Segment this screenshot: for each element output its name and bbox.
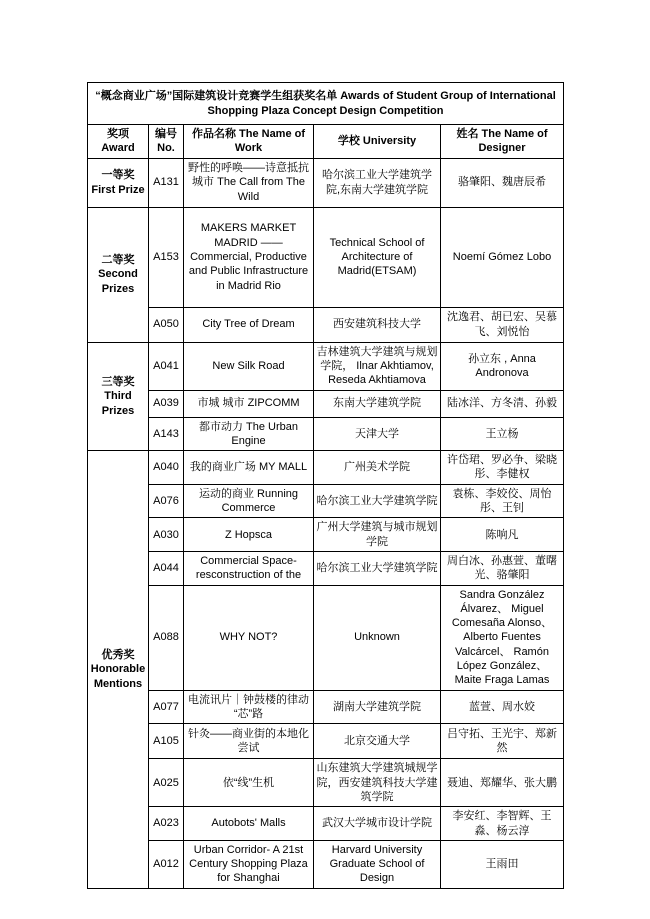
entry-no-cell: A030 — [149, 518, 184, 552]
university-cell: 北京交通大学 — [314, 724, 441, 759]
work-name-cell: 都市动力 The Urban Engine — [184, 417, 314, 451]
work-name-cell: 针灸——商业街的本地化尝试 — [184, 724, 314, 759]
work-name-cell: 运动的商业 Running Commerce — [184, 484, 314, 518]
university-cell: 山东建筑大学建筑城规学院，西安建筑科技大学建筑学院 — [314, 759, 441, 807]
table-row — [88, 390, 564, 417]
university-cell: 广州大学建筑与城市规划学院 — [314, 518, 441, 552]
designer-names-cell: 吕守拓、王光宇、郑新然 — [441, 724, 564, 759]
designer-names-cell: 蓝萱、周水姣 — [441, 690, 564, 724]
document-title: “概念商业广场”国际建筑设计竞赛学生组获奖名单 Awards of Student Group of International Shopping Plaza Concept Design Competition — [88, 83, 564, 125]
column-header: 编号 No. — [149, 125, 184, 159]
work-name-cell: 依“线”生机 — [184, 759, 314, 807]
column-header: 学校 University — [314, 125, 441, 159]
table-row — [88, 451, 564, 485]
table-row — [88, 342, 564, 390]
designer-names-cell: 王雨田 — [441, 840, 564, 888]
designer-names-cell: Noemí Gómez Lobo — [441, 207, 564, 307]
award-group-cell: 一等奖 First Prize — [88, 158, 149, 207]
award-group-cell: 优秀奖 Honorable Mentions — [88, 451, 149, 889]
university-cell: Unknown — [314, 585, 441, 690]
work-name-cell: WHY NOT? — [184, 585, 314, 690]
entry-no-cell: A025 — [149, 759, 184, 807]
entry-no-cell: A131 — [149, 158, 184, 207]
university-cell: 武汉大学城市设计学院 — [314, 807, 441, 841]
entry-no-cell: A044 — [149, 551, 184, 585]
entry-no-cell: A023 — [149, 807, 184, 841]
table-row — [88, 840, 564, 888]
entry-no-cell: A039 — [149, 390, 184, 417]
university-cell: 哈尔滨工业大学建筑学院 — [314, 484, 441, 518]
designer-names-cell: 陈响凡 — [441, 518, 564, 552]
work-name-cell: New Silk Road — [184, 342, 314, 390]
entry-no-cell: A012 — [149, 840, 184, 888]
designer-names-cell: Sandra González Álvarez、 Miguel Comesaña Alonso、 Alberto Fuentes Valcárcel、 Ramón López González、 Maite Fraga Lamas — [441, 585, 564, 690]
entry-no-cell: A143 — [149, 417, 184, 451]
entry-no-cell: A077 — [149, 690, 184, 724]
award-group-cell: 三等奖 Third Prizes — [88, 342, 149, 451]
work-name-cell: Urban Corridor- A 21st Century Shopping Plaza for Shanghai — [184, 840, 314, 888]
designer-names-cell: 沈逸君、胡已宏、吴慕飞、刘悦怡 — [441, 307, 564, 342]
work-name-cell: Commercial Space-resconstruction of the — [184, 551, 314, 585]
table-row — [88, 417, 564, 451]
university-cell: Harvard University Graduate School of Design — [314, 840, 441, 888]
work-name-cell: 野性的呼唤——诗意抵抗城市 The Call from The Wild — [184, 158, 314, 207]
designer-names-cell: 王立杨 — [441, 417, 564, 451]
entry-no-cell: A050 — [149, 307, 184, 342]
designer-names-cell: 许岱珺、罗必争、梁晓彤、李健权 — [441, 451, 564, 485]
table-row — [88, 724, 564, 759]
university-cell: 湖南大学建筑学院 — [314, 690, 441, 724]
table-row — [88, 585, 564, 690]
title-row — [88, 83, 564, 125]
university-cell: Technical School of Architecture of Madrid(ETSAM) — [314, 207, 441, 307]
table-row — [88, 759, 564, 807]
university-cell: 哈尔滨工业大学建筑学院,东南大学建筑学院 — [314, 158, 441, 207]
awards-table — [87, 82, 564, 889]
awards-table-body — [88, 158, 564, 888]
header-row — [88, 125, 564, 159]
designer-names-cell: 聂迪、郑耀华、张大鹏 — [441, 759, 564, 807]
entry-no-cell: A153 — [149, 207, 184, 307]
table-row — [88, 484, 564, 518]
work-name-cell: 我的商业广场 MY MALL — [184, 451, 314, 485]
table-row — [88, 807, 564, 841]
table-row — [88, 307, 564, 342]
work-name-cell: MAKERS MARKET MADRID ——Commercial, Productive and Public Infrastructure in Madrid Rio — [184, 207, 314, 307]
table-row — [88, 518, 564, 552]
table-row — [88, 551, 564, 585]
university-cell: 天津大学 — [314, 417, 441, 451]
entry-no-cell: A040 — [149, 451, 184, 485]
column-header: 奖项 Award — [88, 125, 149, 159]
column-header: 作品名称 The Name of Work — [184, 125, 314, 159]
work-name-cell: Autobots' Malls — [184, 807, 314, 841]
work-name-cell: 电流讯片｜钟鼓楼的律动 “芯”路 — [184, 690, 314, 724]
work-name-cell: City Tree of Dream — [184, 307, 314, 342]
designer-names-cell: 李安红、李智辉、王淼、杨云淳 — [441, 807, 564, 841]
table-row — [88, 158, 564, 207]
university-cell: 吉林建筑大学建筑与规划学院， Ilnar Akhtiamov, Reseda Akhtiamova — [314, 342, 441, 390]
university-cell: 西安建筑科技大学 — [314, 307, 441, 342]
entry-no-cell: A105 — [149, 724, 184, 759]
award-group-cell: 二等奖 Second Prizes — [88, 207, 149, 342]
table-row — [88, 690, 564, 724]
university-cell: 东南大学建筑学院 — [314, 390, 441, 417]
work-name-cell: 市城 城市 ZIPCOMM — [184, 390, 314, 417]
designer-names-cell: 周白冰、孙惠萱、董曙光、骆肇阳 — [441, 551, 564, 585]
designer-names-cell: 骆肇阳、魏唐辰希 — [441, 158, 564, 207]
university-cell: 哈尔滨工业大学建筑学院 — [314, 551, 441, 585]
entry-no-cell: A088 — [149, 585, 184, 690]
designer-names-cell: 陆冰洋、方冬清、孙毅 — [441, 390, 564, 417]
column-header: 姓名 The Name of Designer — [441, 125, 564, 159]
university-cell: 广州美术学院 — [314, 451, 441, 485]
work-name-cell: Z Hopsca — [184, 518, 314, 552]
table-row — [88, 207, 564, 307]
entry-no-cell: A041 — [149, 342, 184, 390]
designer-names-cell: 袁栋、李姣佼、周怡彤、王钊 — [441, 484, 564, 518]
entry-no-cell: A076 — [149, 484, 184, 518]
designer-names-cell: 孙立东 , Anna Andronova — [441, 342, 564, 390]
